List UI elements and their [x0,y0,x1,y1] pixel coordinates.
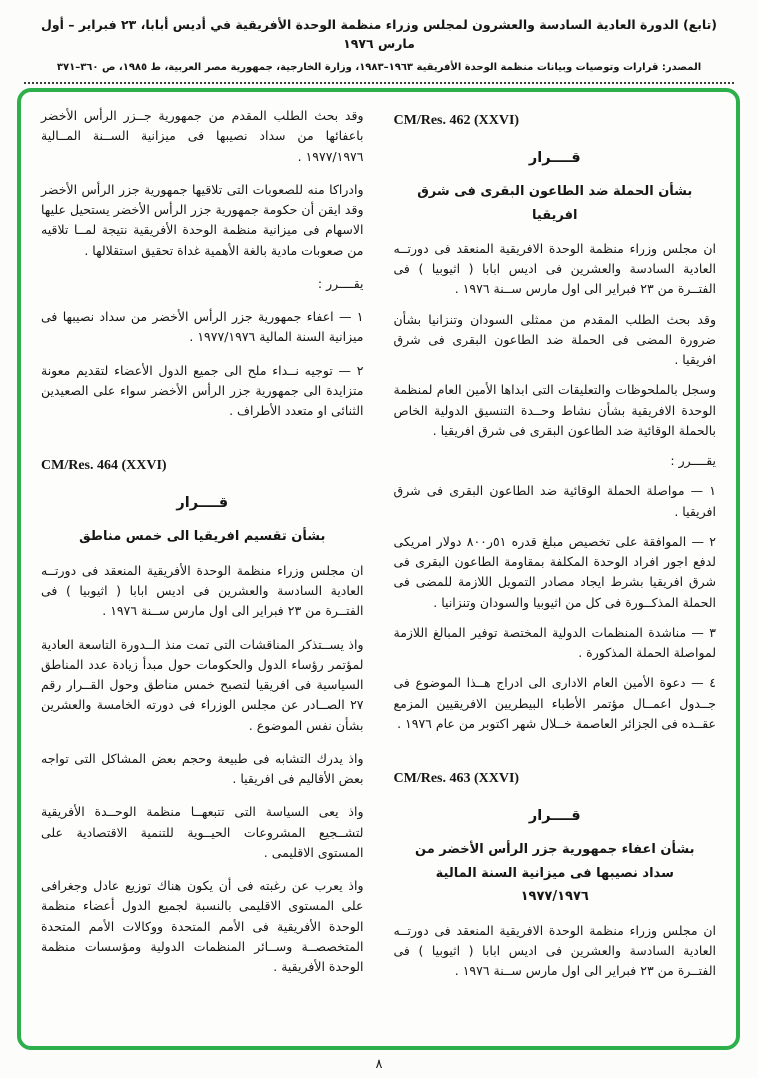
paragraph: وقد بحث الطلب المقدم من ممثلى السودان وتنزانيا بشأن ضرورة المضى فى الحملة ضد الطاعون البقرى فى شرق افريقيا . [393,311,716,368]
numbered-item: ٢ — توجيه نــداء ملح الى جميع الدول الأعضاء لتقديم معونة متزايدة الى جمهورية جزر الرأس الأخضر سواء على الصعيدين الثنائى او متعدد الأطراف . [41,362,364,418]
paragraph: واذ يســتذكر المناقشات التى تمت منذ الــدورة التاسعة العادية لمؤتمر رؤساء الدول والحكومات حول مبدأ زيادة عدد المناطق السياسية فى افريقيا لتصبح خمس مناطق وحول القــرار رقم ٢٧ الصــادر عن مجلس الوزراء فى دورته الخامسة والعشرين بشأن نفس الموضوع . [41,636,364,733]
paragraph: وسجل بالملحوظات والتعليقات التى ابداها الأمين العام لمنظمة الوحدة الافريقية بشأن نشاط وحــدة التنسيق الدولية الخاص بالحملة الوقائية ضد الطاعون البقرى فى شرق افريقيا . [393,382,716,438]
resolution-heading: قــــرار [528,807,581,824]
column-left [41,106,364,1032]
page-number: ٨ [375,1057,383,1072]
paragraph: واذ يعى السياسة التى تتبعهــا منظمة الوحــدة الأفريقية لتشــجيع المشروعات الحيــوية للتنمية الاقتصادية على المستوى الاقليمى . [41,804,364,860]
source-citation: المصدر: قرارات وتوصيات وبيانات منظمة الوحدة الأفريقية ١٩٦٣–١٩٨٣، وزارة الخارجية، جمهورية مصر العربية، ط ١٩٨٥، ص ٣٦٠–٣٧١ [24,62,734,84]
paragraph: وقد بحث الطلب المقدم من جمهورية جــزر الرأس الأخضر باعفائها من سداد نصيبها فى ميزانية الســنة المــالية ١٩٧٧/١٩٧٦ . [41,108,364,164]
numbered-item: ١ — اعفاء جمهورية جزر الرأس الأخضر من سداد نصيبها فى ميزانية السنة المالية ١٩٧٧/١٩٧٦ . [41,309,364,345]
page-header [24,16,734,84]
resolution-subject: بشأن الحملة ضد الطاعون البقرى فى شرق افريقيا [417,184,693,223]
numbered-item: ٣ — مناشدة المنظمات الدولية المختصة توفير المبالغ اللازمة لمواصلة الحملة المذكورة . [393,624,716,661]
decides-label: يقــــرر : [670,453,716,469]
session-title: (تابع) الدورة العادية السادسة والعشرون لمجلس وزراء منظمة الوحدة الأفريقية في أديس أبابا، ٢٣ فبراير – أول مارس ١٩٧٦ [40,17,718,51]
resolution-code-462: CM/Res. 462 (XXVI) [393,113,520,128]
resolution-subject: بشأن تقسيم افريقيا الى خمس مناطق [79,529,326,545]
paragraph: وادراكا منه للصعوبات التى تلاقيها جمهورية جزر الرأس الأخضر وقد ايقن أن حكومة جمهورية جزر الرأس الأخضر يستحيل عليها الاسهام فى ميزانية منظمة الوحدة الأفريقية نتيجة لمــا تلاقيه من صعوبات مادية بالغة الأهمية غداة تحقيق استقلالها . [41,181,364,258]
column-right [394,106,717,1032]
paragraph: ان مجلس وزراء منظمة الوحدة الافريقية المنعقد فى دورتــه العادية السادسة والعشرين فى اديس ابابا ( اثيوبيا ) فى الفتــرة من ٢٣ فبراير الى اول مارس ســنة ١٩٧٦ . [393,922,716,979]
numbered-item: ٢ — الموافقة على تخصيص مبلغ قدره ٥١ر٨٠٠ دولار امريكى لدفع اجور افراد الوحدة المكلفة بمقاومة الطاعون البقرى فى شرق افريقيا بشرط ايجاد مصادر التمويل اللازمة للمضى فى الحملة المذكــورة فى كل من اثيوبيا والسودان وتنزانيا . [393,533,716,610]
paragraph: ان مجلس وزراء منظمة الوحدة الأفريقية المنعقد فى دورتــه العادية السادسة والعشرين فى اديس ابابا ( اثيوبيا ) فى الفتــرة من ٢٣ فبراير الى اول مارس ســنة ١٩٧٦ . [41,562,364,619]
resolution-heading: قــــرار [176,494,229,511]
resolution-subject: بشأن اعفاء جمهورية جزر الرأس الأخضر من سداد نصيبها فى ميزانية السنة المالية ١٩٧٧/١٩٧٦ [415,842,695,905]
decides-label: يقــــرر : [317,275,364,291]
paragraph: واذ يدرك التشابه فى طبيعة وحجم بعض المشاكل التى تواجه بعض الأقاليم فى افريقيا . [41,750,364,787]
resolution-code-463: CM/Res. 463 (XXVI) [393,771,520,787]
resolution-code-464: CM/Res. 464 (XXVI) [41,458,167,474]
content-frame [17,88,740,1050]
numbered-item: ١ — مواصلة الحملة الوقائية ضد الطاعون البقرى فى شرق افريقيا . [393,483,716,519]
two-column-text [41,106,716,1032]
paragraph: واذ يعرب عن رغبته فى أن يكون هناك توزيع عادل وجغرافى على المستوى الاقليمى بالنسبة لجميع الدول أعضاء منظمة الوحدة الأفريقية فى الأمم المتحدة ووكالات الأمم المتحدة المتخصصــة وســائر المنظمات الدولية ومؤسسات منظمة الوحدة الأفريقية . [41,878,364,975]
numbered-item: ٤ — دعوة الأمين العام الادارى الى ادراج هــذا الموضوع فى جــدول اعمــال مؤتمر الأطباء البيطريين الافريقيين المزمع عقــده فى الجزائر العاصمة خــلال شهر اكتوبر من عام ١٩٧٦ . [393,675,716,731]
resolution-heading: قــــرار [528,149,581,166]
page-footer [0,1053,758,1072]
paragraph: ان مجلس وزراء منظمة الوحدة الافريقية المنعقد فى دورتــه العادية السادسة والعشرين فى اديس ابابا ( اثيوبيا ) فى الفتــرة من ٢٣ فبراير الى اول مارس ســنة ١٩٧٦ . [393,240,716,297]
